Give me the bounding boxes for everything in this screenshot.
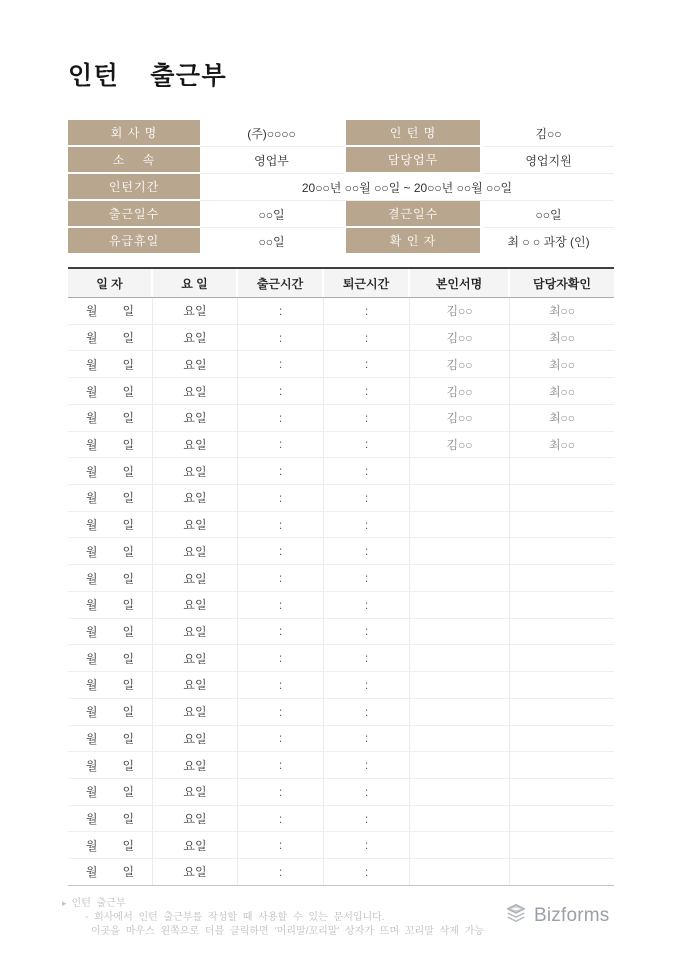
weekday-cell: 요일 bbox=[153, 645, 238, 671]
time-in-cell: : bbox=[238, 859, 324, 885]
info-value-paid-holiday: ○○일 bbox=[200, 228, 343, 255]
confirm-cell bbox=[510, 672, 614, 698]
date-cell bbox=[68, 592, 153, 618]
time-in-cell: : bbox=[238, 325, 324, 351]
date-cell bbox=[68, 645, 153, 671]
date-cell bbox=[68, 378, 153, 404]
confirm-cell bbox=[510, 458, 614, 484]
info-value-intern-name: 김○○ bbox=[483, 120, 614, 147]
info-value-duty: 영업지원 bbox=[483, 147, 614, 174]
date-cell bbox=[68, 752, 153, 778]
info-label-absent-days: 결근일수 bbox=[343, 201, 483, 228]
month-placeholder: 월 bbox=[85, 705, 98, 720]
footnote-line-3: 이곳을 마우스 왼쪽으로 더블 클릭하면 ‘머리말/꼬리말’ 상자가 뜨며 꼬리말 삭제 가능 bbox=[91, 926, 485, 937]
bizforms-logo bbox=[505, 902, 610, 929]
weekday-cell: 요일 bbox=[153, 485, 238, 511]
date-cell bbox=[68, 538, 153, 564]
column-header-weekday: 요 일 bbox=[153, 269, 238, 297]
month-placeholder: 월 bbox=[85, 731, 98, 746]
day-placeholder: 일 bbox=[122, 464, 135, 479]
time-in-cell: : bbox=[238, 726, 324, 752]
table-row bbox=[68, 405, 614, 432]
day-placeholder: 일 bbox=[122, 705, 135, 720]
footnote bbox=[62, 896, 484, 939]
time-out-cell: : bbox=[324, 752, 410, 778]
month-placeholder: 월 bbox=[85, 518, 98, 533]
date-cell bbox=[68, 726, 153, 752]
table-row bbox=[68, 752, 614, 779]
weekday-cell: 요일 bbox=[153, 619, 238, 645]
month-placeholder: 월 bbox=[85, 304, 98, 319]
table-row bbox=[68, 832, 614, 859]
date-cell bbox=[68, 699, 153, 725]
time-in-cell: : bbox=[238, 806, 324, 832]
weekday-cell: 요일 bbox=[153, 859, 238, 885]
info-value-period: 20○○년 ○○월 ○○일 ~ 20○○년 ○○월 ○○일 bbox=[200, 174, 614, 201]
info-table bbox=[68, 120, 614, 255]
time-out-cell: : bbox=[324, 779, 410, 805]
time-in-cell: : bbox=[238, 405, 324, 431]
signature-cell bbox=[410, 699, 510, 725]
time-in-cell: : bbox=[238, 672, 324, 698]
confirm-cell bbox=[510, 645, 614, 671]
info-value-confirmer: 최 ○ ○ 과장 (인) bbox=[483, 228, 614, 255]
table-row bbox=[68, 672, 614, 699]
weekday-cell: 요일 bbox=[153, 806, 238, 832]
time-out-cell: : bbox=[324, 351, 410, 377]
confirm-cell: 최○○ bbox=[548, 331, 576, 346]
info-label-confirmer: 확 인 자 bbox=[343, 228, 483, 255]
info-label-duty: 담당업무 bbox=[343, 147, 483, 174]
weekday-cell: 요일 bbox=[153, 565, 238, 591]
weekday-cell: 요일 bbox=[153, 512, 238, 538]
day-placeholder: 일 bbox=[122, 384, 135, 399]
time-out-cell: : bbox=[324, 538, 410, 564]
weekday-cell: 요일 bbox=[153, 432, 238, 458]
time-in-cell: : bbox=[238, 538, 324, 564]
logo-wordmark: Bizforms bbox=[534, 904, 610, 926]
signature-cell: 김○○ bbox=[410, 378, 510, 404]
time-in-cell: : bbox=[238, 458, 324, 484]
signature-cell bbox=[410, 752, 510, 778]
table-row bbox=[68, 726, 614, 753]
day-placeholder: 일 bbox=[122, 411, 135, 426]
month-placeholder: 월 bbox=[85, 544, 98, 559]
month-placeholder: 월 bbox=[85, 758, 98, 773]
time-in-cell: : bbox=[238, 298, 324, 324]
time-in-cell: : bbox=[238, 351, 324, 377]
day-placeholder: 일 bbox=[122, 437, 135, 452]
weekday-cell: 요일 bbox=[153, 351, 238, 377]
table-row bbox=[68, 806, 614, 833]
info-label-intern-name: 인 턴 명 bbox=[343, 120, 483, 147]
day-placeholder: 일 bbox=[122, 491, 135, 506]
date-cell bbox=[68, 672, 153, 698]
date-cell bbox=[68, 806, 153, 832]
attendance-table bbox=[68, 267, 614, 886]
time-in-cell: : bbox=[238, 485, 324, 511]
table-row bbox=[68, 645, 614, 672]
signature-cell: 김○○ bbox=[410, 432, 510, 458]
weekday-cell: 요일 bbox=[153, 699, 238, 725]
signature-cell bbox=[410, 779, 510, 805]
time-out-cell: : bbox=[324, 645, 410, 671]
signature-cell bbox=[410, 806, 510, 832]
time-out-cell: : bbox=[324, 325, 410, 351]
info-label-company: 회 사 명 bbox=[68, 120, 200, 147]
signature-cell bbox=[410, 859, 510, 885]
date-cell bbox=[68, 298, 153, 324]
day-placeholder: 일 bbox=[122, 518, 135, 533]
month-placeholder: 월 bbox=[85, 785, 98, 800]
info-label-period: 인턴기간 bbox=[68, 174, 200, 201]
time-out-cell: : bbox=[324, 806, 410, 832]
day-placeholder: 일 bbox=[122, 357, 135, 372]
day-placeholder: 일 bbox=[122, 624, 135, 639]
day-placeholder: 일 bbox=[122, 304, 135, 319]
table-row bbox=[68, 699, 614, 726]
day-placeholder: 일 bbox=[122, 838, 135, 853]
month-placeholder: 월 bbox=[85, 838, 98, 853]
confirm-cell bbox=[510, 726, 614, 752]
info-value-absent-days: ○○일 bbox=[483, 201, 614, 228]
confirm-cell bbox=[510, 592, 614, 618]
info-label-paid-holiday: 유급휴일 bbox=[68, 228, 200, 255]
info-label-department: 소 속 bbox=[68, 147, 200, 174]
date-cell bbox=[68, 832, 153, 858]
date-cell bbox=[68, 512, 153, 538]
table-row bbox=[68, 458, 614, 485]
weekday-cell: 요일 bbox=[153, 726, 238, 752]
date-cell bbox=[68, 485, 153, 511]
confirm-cell bbox=[510, 779, 614, 805]
day-placeholder: 일 bbox=[122, 651, 135, 666]
footnote-line-2: - 회사에서 인턴 출근부를 작성할 때 사용할 수 있는 문서입니다. bbox=[85, 912, 385, 923]
date-cell bbox=[68, 619, 153, 645]
column-header-confirm: 담당자확인 bbox=[510, 269, 614, 297]
month-placeholder: 월 bbox=[85, 331, 98, 346]
weekday-cell: 요일 bbox=[153, 405, 238, 431]
date-cell bbox=[68, 432, 153, 458]
confirm-cell bbox=[510, 619, 614, 645]
time-out-cell: : bbox=[324, 699, 410, 725]
weekday-cell: 요일 bbox=[153, 672, 238, 698]
footnote-heading: 인턴 출근부 bbox=[71, 898, 126, 909]
confirm-cell: 최○○ bbox=[548, 384, 576, 399]
day-placeholder: 일 bbox=[122, 544, 135, 559]
day-placeholder: 일 bbox=[122, 331, 135, 346]
signature-cell bbox=[410, 592, 510, 618]
date-cell bbox=[68, 565, 153, 591]
time-in-cell: : bbox=[238, 645, 324, 671]
date-cell bbox=[68, 405, 153, 431]
triangle-bullet-icon: ▸ bbox=[62, 898, 67, 908]
month-placeholder: 월 bbox=[85, 651, 98, 666]
month-placeholder: 월 bbox=[85, 411, 98, 426]
confirm-cell bbox=[510, 538, 614, 564]
date-cell bbox=[68, 458, 153, 484]
date-cell bbox=[68, 859, 153, 885]
day-placeholder: 일 bbox=[122, 785, 135, 800]
table-row bbox=[68, 432, 614, 459]
table-row bbox=[68, 378, 614, 405]
confirm-cell bbox=[510, 565, 614, 591]
signature-cell bbox=[410, 512, 510, 538]
month-placeholder: 월 bbox=[85, 624, 98, 639]
signature-cell bbox=[410, 538, 510, 564]
time-in-cell: : bbox=[238, 699, 324, 725]
time-in-cell: : bbox=[238, 832, 324, 858]
confirm-cell: 최○○ bbox=[548, 357, 576, 372]
day-placeholder: 일 bbox=[122, 598, 135, 613]
signature-cell bbox=[410, 645, 510, 671]
signature-cell bbox=[410, 565, 510, 591]
month-placeholder: 월 bbox=[85, 678, 98, 693]
signature-cell: 김○○ bbox=[410, 351, 510, 377]
confirm-cell bbox=[510, 752, 614, 778]
page-title: 인턴 출근부 bbox=[68, 62, 228, 90]
weekday-cell: 요일 bbox=[153, 378, 238, 404]
time-out-cell: : bbox=[324, 565, 410, 591]
month-placeholder: 월 bbox=[85, 357, 98, 372]
day-placeholder: 일 bbox=[122, 678, 135, 693]
confirm-cell bbox=[510, 859, 614, 885]
confirm-cell bbox=[510, 699, 614, 725]
signature-cell bbox=[410, 672, 510, 698]
signature-cell: 김○○ bbox=[410, 298, 510, 324]
time-out-cell: : bbox=[324, 832, 410, 858]
signature-cell bbox=[410, 458, 510, 484]
time-out-cell: : bbox=[324, 512, 410, 538]
confirm-cell: 최○○ bbox=[548, 437, 576, 452]
confirm-cell bbox=[510, 806, 614, 832]
weekday-cell: 요일 bbox=[153, 779, 238, 805]
weekday-cell: 요일 bbox=[153, 458, 238, 484]
table-row bbox=[68, 619, 614, 646]
weekday-cell: 요일 bbox=[153, 752, 238, 778]
table-row bbox=[68, 779, 614, 806]
confirm-cell: 최○○ bbox=[548, 304, 576, 319]
day-placeholder: 일 bbox=[122, 758, 135, 773]
weekday-cell: 요일 bbox=[153, 325, 238, 351]
day-placeholder: 일 bbox=[122, 812, 135, 827]
attendance-rows bbox=[68, 298, 614, 886]
month-placeholder: 월 bbox=[85, 865, 98, 880]
weekday-cell: 요일 bbox=[153, 538, 238, 564]
time-in-cell: : bbox=[238, 378, 324, 404]
month-placeholder: 월 bbox=[85, 571, 98, 586]
table-row bbox=[68, 565, 614, 592]
info-value-company: (주)○○○○ bbox=[200, 120, 343, 147]
signature-cell bbox=[410, 832, 510, 858]
time-in-cell: : bbox=[238, 752, 324, 778]
time-out-cell: : bbox=[324, 672, 410, 698]
table-row bbox=[68, 859, 614, 886]
info-value-workdays: ○○일 bbox=[200, 201, 343, 228]
column-header-signature: 본인서명 bbox=[410, 269, 510, 297]
table-row bbox=[68, 485, 614, 512]
table-row bbox=[68, 538, 614, 565]
info-value-department: 영업부 bbox=[200, 147, 343, 174]
column-header-time-in: 출근시간 bbox=[238, 269, 324, 297]
date-cell bbox=[68, 325, 153, 351]
date-cell bbox=[68, 779, 153, 805]
time-out-cell: : bbox=[324, 592, 410, 618]
signature-cell bbox=[410, 726, 510, 752]
weekday-cell: 요일 bbox=[153, 298, 238, 324]
footnote-heading-line bbox=[62, 896, 484, 911]
confirm-cell bbox=[510, 832, 614, 858]
day-placeholder: 일 bbox=[122, 571, 135, 586]
confirm-cell: 최○○ bbox=[548, 411, 576, 426]
signature-cell bbox=[410, 485, 510, 511]
month-placeholder: 월 bbox=[85, 437, 98, 452]
time-out-cell: : bbox=[324, 619, 410, 645]
table-row bbox=[68, 351, 614, 378]
table-row bbox=[68, 298, 614, 325]
time-out-cell: : bbox=[324, 458, 410, 484]
time-in-cell: : bbox=[238, 432, 324, 458]
confirm-cell bbox=[510, 512, 614, 538]
time-out-cell: : bbox=[324, 859, 410, 885]
time-in-cell: : bbox=[238, 592, 324, 618]
info-label-workdays: 출근일수 bbox=[68, 201, 200, 228]
weekday-cell: 요일 bbox=[153, 592, 238, 618]
attendance-table-header bbox=[68, 267, 614, 298]
time-out-cell: : bbox=[324, 298, 410, 324]
signature-cell: 김○○ bbox=[410, 405, 510, 431]
time-out-cell: : bbox=[324, 378, 410, 404]
time-out-cell: : bbox=[324, 485, 410, 511]
signature-cell bbox=[410, 619, 510, 645]
time-in-cell: : bbox=[238, 565, 324, 591]
month-placeholder: 월 bbox=[85, 464, 98, 479]
day-placeholder: 일 bbox=[122, 865, 135, 880]
confirm-cell bbox=[510, 485, 614, 511]
table-row bbox=[68, 592, 614, 619]
table-row bbox=[68, 512, 614, 539]
time-in-cell: : bbox=[238, 779, 324, 805]
layers-stack-icon bbox=[505, 902, 527, 929]
month-placeholder: 월 bbox=[85, 491, 98, 506]
time-in-cell: : bbox=[238, 512, 324, 538]
weekday-cell: 요일 bbox=[153, 832, 238, 858]
column-header-date: 일 자 bbox=[68, 269, 153, 297]
time-out-cell: : bbox=[324, 405, 410, 431]
column-header-time-out: 퇴근시간 bbox=[324, 269, 410, 297]
signature-cell: 김○○ bbox=[410, 325, 510, 351]
day-placeholder: 일 bbox=[122, 731, 135, 746]
month-placeholder: 월 bbox=[85, 384, 98, 399]
table-row bbox=[68, 325, 614, 352]
month-placeholder: 월 bbox=[85, 812, 98, 827]
time-out-cell: : bbox=[324, 432, 410, 458]
time-in-cell: : bbox=[238, 619, 324, 645]
date-cell bbox=[68, 351, 153, 377]
month-placeholder: 월 bbox=[85, 598, 98, 613]
time-out-cell: : bbox=[324, 726, 410, 752]
